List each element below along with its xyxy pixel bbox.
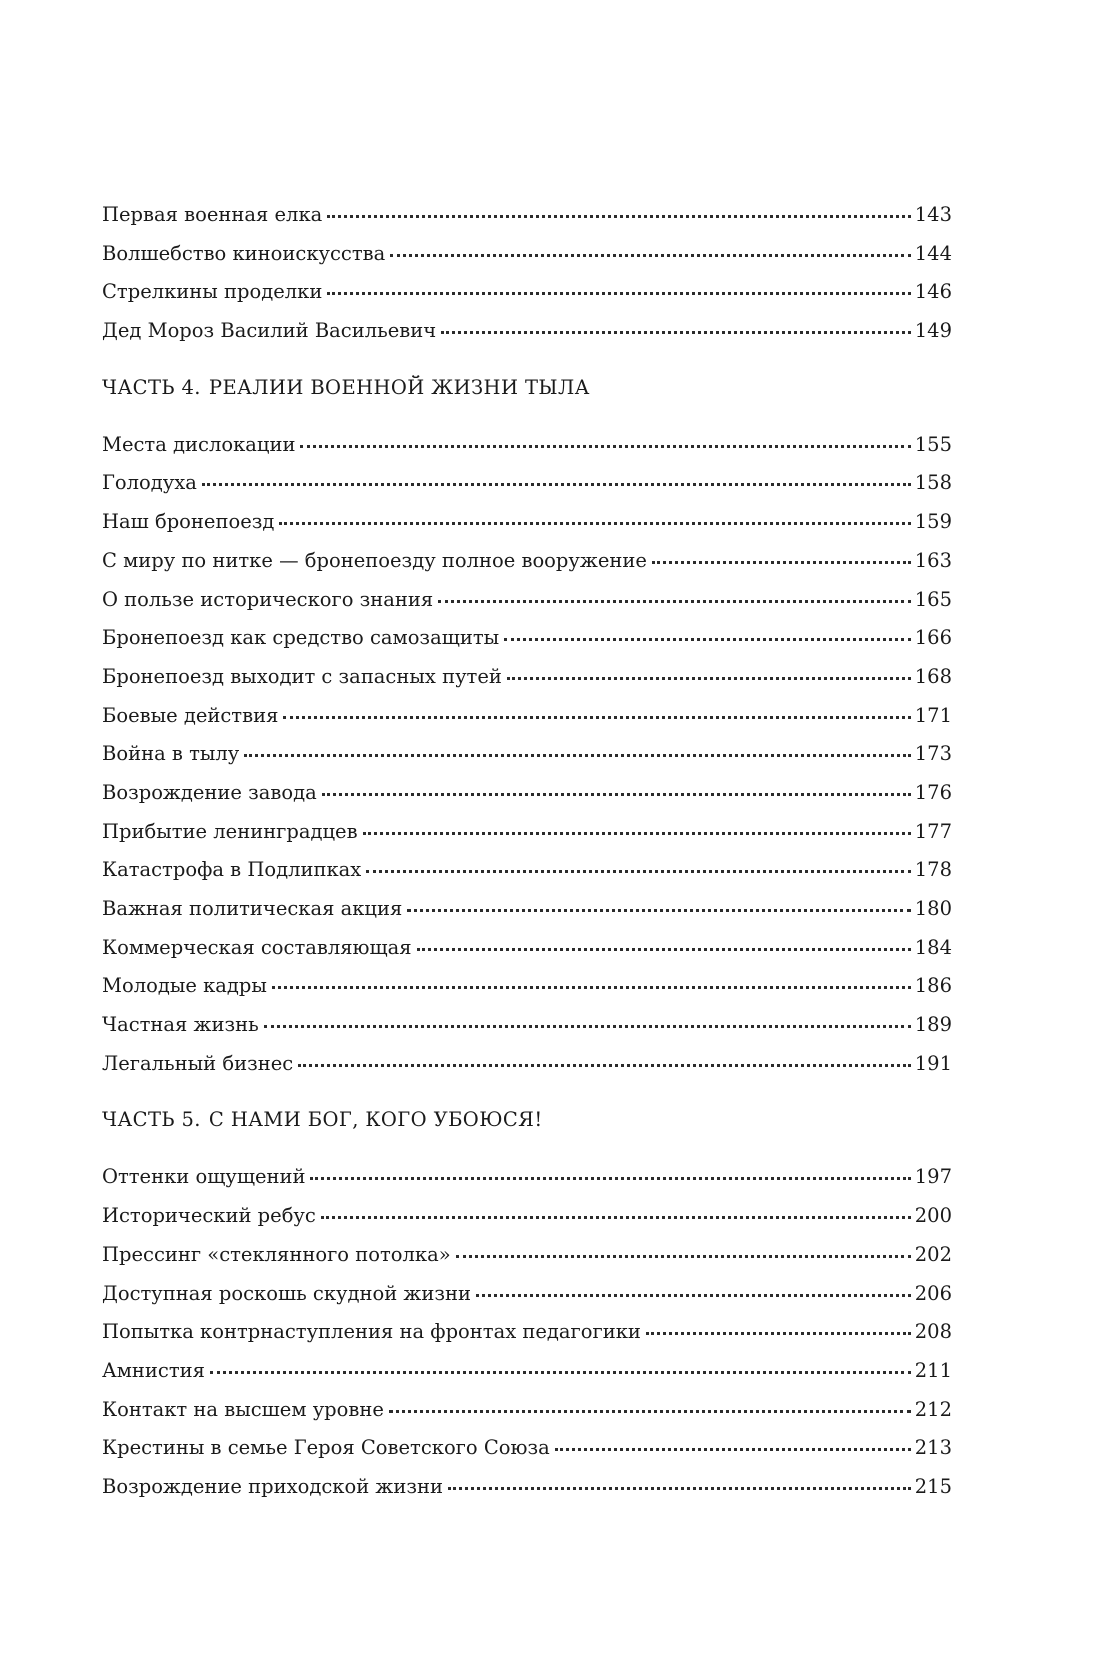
table-of-contents	[102, 196, 952, 1507]
toc-section	[102, 1101, 952, 1506]
dot-leader	[272, 986, 911, 989]
entry-page-number: 202	[914, 1242, 952, 1266]
toc-entry	[102, 697, 952, 736]
toc-entry	[102, 851, 952, 890]
entry-page-number: 211	[914, 1358, 952, 1382]
dot-leader	[310, 1177, 910, 1180]
entry-title: Стрелкины проделки	[102, 280, 323, 304]
entry-title: Исторический ребус	[102, 1204, 316, 1228]
toc-entry	[102, 581, 952, 620]
dot-leader	[366, 870, 910, 873]
toc-entry	[102, 1197, 952, 1236]
entry-page-number: 143	[914, 203, 952, 226]
toc-entry	[102, 1429, 952, 1468]
entry-title: Прессинг «стеклянного потолка»	[102, 1242, 451, 1266]
entry-page-number: 186	[914, 974, 952, 998]
toc-entry	[102, 735, 952, 774]
toc-entry	[102, 312, 952, 351]
entry-title: Амнистия	[102, 1358, 205, 1382]
entry-page-number: 144	[914, 241, 952, 265]
entry-page-number: 166	[914, 626, 952, 650]
toc-entry	[102, 813, 952, 852]
dot-leader	[327, 292, 910, 295]
toc-entry	[102, 619, 952, 658]
entry-page-number: 197	[914, 1165, 952, 1189]
entry-page-number: 178	[914, 858, 952, 882]
entry-page-number: 213	[914, 1436, 952, 1460]
dot-leader	[507, 677, 911, 680]
toc-entry	[102, 658, 952, 697]
entry-title: О пользе исторического знания	[102, 587, 434, 611]
entry-page-number: 215	[914, 1474, 952, 1498]
toc-entry	[102, 1391, 952, 1430]
toc-entry	[102, 1352, 952, 1391]
entry-page-number: 180	[914, 897, 952, 920]
part-number: ЧАСТЬ 4.	[102, 375, 201, 399]
part-number: ЧАСТЬ 5.	[102, 1108, 201, 1132]
entry-page-number: 165	[914, 587, 952, 611]
dot-leader	[504, 638, 911, 641]
dot-leader	[298, 1064, 911, 1067]
dot-leader	[448, 1487, 911, 1490]
entry-page-number: 184	[914, 935, 952, 959]
toc-entry	[102, 196, 952, 235]
entry-title: Наш бронепоезд	[102, 510, 275, 534]
toc-entry	[102, 1006, 952, 1045]
entry-page-number: 206	[914, 1281, 952, 1305]
dot-leader	[441, 331, 911, 334]
part-title: РЕАЛИИ ВОЕННОЙ ЖИЗНИ ТЫЛА	[208, 375, 590, 399]
dot-leader	[327, 215, 911, 218]
toc-entry	[102, 235, 952, 274]
dot-leader	[283, 716, 910, 719]
dot-leader	[321, 1216, 911, 1219]
entry-title: Дед Мороз Василий Васильевич	[102, 319, 437, 343]
entry-title: Первая военная елка	[102, 203, 323, 226]
dot-leader	[363, 832, 911, 835]
dot-leader	[300, 445, 910, 448]
entry-page-number: 177	[914, 819, 952, 843]
entry-title: Возрождение завода	[102, 780, 317, 804]
entry-title: Бронепоезд как средство самозащиты	[102, 626, 500, 650]
entry-title: Боевые действия	[102, 703, 279, 727]
toc-entry	[102, 967, 952, 1006]
toc-entry	[102, 890, 952, 929]
dot-leader	[417, 948, 911, 951]
entry-title: Прибытие ленинградцев	[102, 819, 358, 843]
entry-page-number: 159	[914, 510, 952, 534]
entry-title: Доступная роскошь скудной жизни	[102, 1281, 471, 1305]
dot-leader	[390, 254, 911, 257]
dot-leader	[438, 600, 911, 603]
entry-page-number: 191	[914, 1051, 952, 1075]
entry-title: С миру по нитке — бронепоезду полное вооружение	[102, 548, 647, 572]
dot-leader	[652, 561, 911, 564]
toc-entry	[102, 1313, 952, 1352]
entry-title: Частная жизнь	[102, 1013, 259, 1037]
dot-leader	[244, 754, 911, 757]
toc-entry	[102, 542, 952, 581]
entry-title: Легальный бизнес	[102, 1051, 294, 1075]
entry-title: Молодые кадры	[102, 974, 267, 998]
toc-entry	[102, 1236, 952, 1275]
dot-leader	[476, 1294, 911, 1297]
toc-entry	[102, 273, 952, 312]
entry-title: Катастрофа в Подлипках	[102, 858, 362, 882]
dot-leader	[407, 909, 911, 912]
toc-entry	[102, 1275, 952, 1314]
dot-leader	[279, 522, 910, 525]
entry-page-number: 158	[914, 471, 952, 495]
toc-entry	[102, 426, 952, 465]
toc-entry	[102, 774, 952, 813]
entry-page-number: 212	[914, 1397, 952, 1421]
entry-page-number: 146	[914, 280, 952, 304]
dot-leader	[389, 1410, 911, 1413]
entry-page-number: 189	[914, 1013, 952, 1037]
entry-title: Оттенки ощущений	[102, 1165, 306, 1189]
dot-leader	[456, 1255, 911, 1258]
entry-title: Возрождение приходской жизни	[102, 1474, 443, 1498]
part-title: С НАМИ БОГ, КОГО УБОЮСЯ!	[208, 1108, 543, 1132]
entry-page-number: 163	[914, 548, 952, 572]
entry-title: Важная политическая акция	[102, 897, 403, 920]
toc-entry	[102, 503, 952, 542]
dot-leader	[264, 1025, 911, 1028]
toc-section	[102, 196, 952, 351]
dot-leader	[322, 793, 911, 796]
part-heading	[102, 1101, 952, 1139]
toc-entry	[102, 929, 952, 968]
entry-page-number: 171	[914, 703, 952, 727]
dot-leader	[555, 1448, 911, 1451]
entry-title: Голодуха	[102, 471, 197, 495]
entry-page-number: 176	[914, 780, 952, 804]
entry-title: Попытка контрнаступления на фронтах педагогики	[102, 1320, 641, 1344]
dot-leader	[646, 1332, 911, 1335]
entry-title: Коммерческая составляющая	[102, 935, 412, 959]
part-heading	[102, 369, 952, 407]
toc-entry	[102, 1468, 952, 1507]
toc-entry	[102, 464, 952, 503]
dot-leader	[202, 483, 911, 486]
entry-page-number: 155	[914, 432, 952, 456]
entry-page-number: 173	[914, 742, 952, 766]
entry-title: Места дислокации	[102, 432, 296, 456]
dot-leader	[210, 1371, 911, 1374]
entry-page-number: 149	[914, 319, 952, 343]
entry-page-number: 168	[914, 664, 952, 688]
toc-section	[102, 369, 952, 1084]
entry-title: Крестины в семье Героя Советского Союза	[102, 1436, 550, 1460]
entry-title: Война в тылу	[102, 742, 240, 766]
entry-title: Бронепоезд выходит с запасных путей	[102, 664, 502, 688]
entry-page-number: 200	[914, 1204, 952, 1228]
toc-entry	[102, 1045, 952, 1084]
entry-page-number: 208	[914, 1320, 952, 1344]
toc-entry	[102, 1158, 952, 1197]
entry-title: Контакт на высшем уровне	[102, 1397, 384, 1421]
entry-title: Волшебство киноискусства	[102, 241, 386, 265]
